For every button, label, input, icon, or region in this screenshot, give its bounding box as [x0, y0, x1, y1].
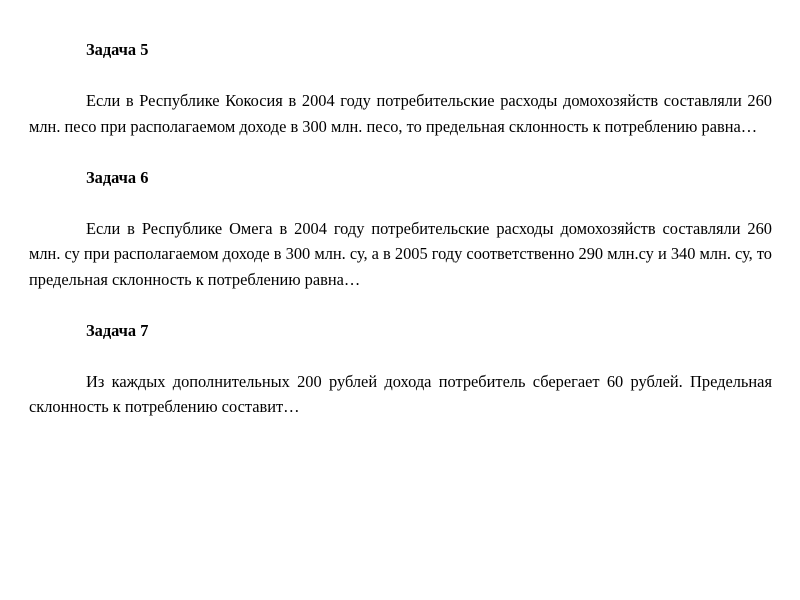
task-5-text: Если в Республике Кокосия в 2004 году потребительские расходы домохозяйств составляли 260 млн. песо при располагаемом доходе в 300 млн. песо, то предельная склонность к потреблению равна…	[29, 91, 772, 136]
task-6-text: Если в Республике Омега в 2004 году потребительские расходы домохозяйств составляли 260 млн. су при располагаемом доходе в 300 млн. су, а в 2005 году соответственно 290 млн.су и 340 млн. су, то предельная склонность к потреблению равна…	[29, 218, 772, 289]
task-6-title: Задача 6	[86, 167, 149, 187]
task-6	[29, 165, 772, 293]
task-5	[29, 37, 772, 139]
task-5-title: Задача 5	[86, 40, 149, 59]
task-7-text: Из каждых дополнительных 200 рублей дохода потребитель сберегает 60 рублей. Предельная склонность к потреблению составит…	[29, 371, 772, 416]
task-7	[29, 318, 772, 420]
task-7-title: Задача 7	[86, 320, 149, 340]
